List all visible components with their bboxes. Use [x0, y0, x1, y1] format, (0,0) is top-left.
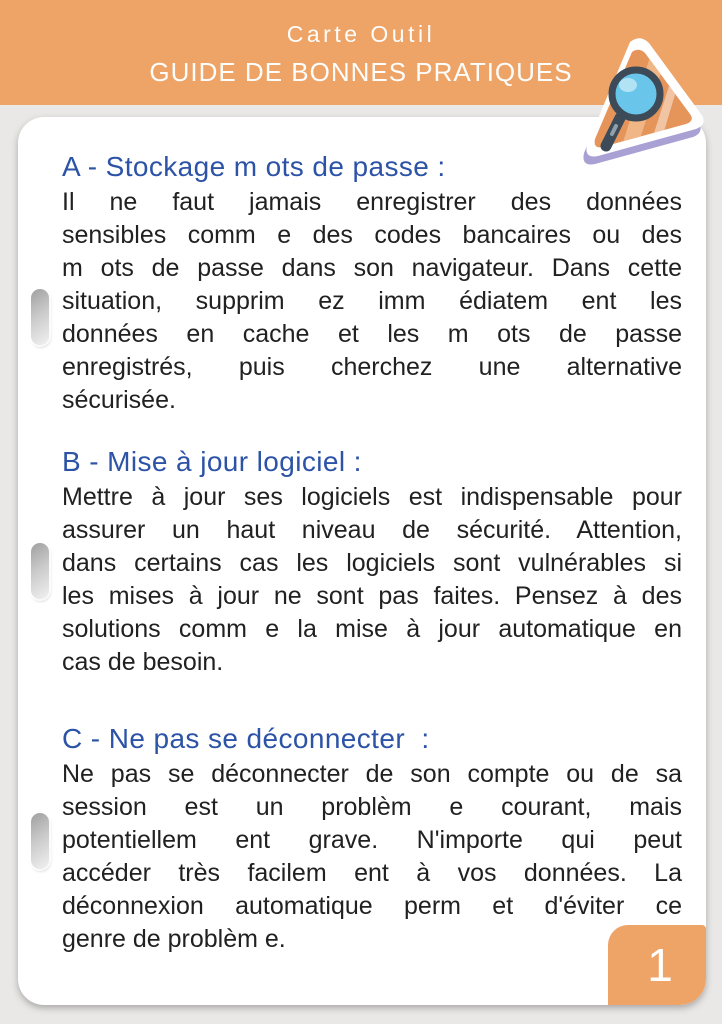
content-card — [18, 117, 706, 1005]
magnifier-triangle-badge — [568, 28, 720, 178]
binder-slot-icon — [31, 289, 49, 345]
text-line: accéder très facilem ent à vos données. La — [62, 859, 682, 887]
text-line: sécurisée. — [62, 386, 176, 414]
text-line: Il ne faut jamais enregistrer des données — [62, 188, 682, 216]
text-line: m ots de passe dans son navigateur. Dans cette — [62, 254, 682, 282]
text-line: sensibles comm e des codes bancaires ou des — [62, 221, 682, 249]
section-a-heading: A - Stockage m ots de passe : — [62, 151, 446, 182]
section-b-body — [62, 481, 682, 679]
text-line: cas de besoin. — [62, 648, 224, 676]
binder-slot-icon — [31, 813, 49, 869]
section-b-heading: B - Mise à jour logiciel : — [62, 446, 362, 477]
section-password-storage — [62, 150, 682, 417]
text-line: dans certains cas les logiciels sont vulnérables si — [62, 549, 682, 577]
text-line: genre de problèm e. — [62, 925, 286, 953]
text-line: Mettre à jour ses logiciels est indispensable pour — [62, 483, 682, 511]
text-line: assurer un haut niveau de sécurité. Attention, — [62, 516, 682, 544]
section-software-update — [62, 445, 682, 679]
text-line: enregistrés, puis cherchez une alternative — [62, 353, 682, 381]
text-line: potentiellem ent grave. N'importe qui peut — [62, 826, 682, 854]
text-line: session est un problèm e courant, mais — [62, 793, 682, 821]
card-kicker: Carte Outil — [286, 21, 436, 47]
binder-slot-icon — [31, 543, 49, 599]
text-line: déconnexion automatique perm et d'éviter ce — [62, 892, 682, 920]
page-title: GUIDE DE BONNES PRATIQUES — [149, 57, 573, 87]
section-a-body — [62, 186, 682, 417]
text-line: les mises à jour ne sont pas faites. Pensez à des — [62, 582, 682, 610]
page-number: 1 — [647, 939, 673, 991]
page-number-badge — [608, 925, 706, 1005]
text-line: données en cache et les m ots de passe — [62, 320, 682, 348]
text-line: Ne pas se déconnecter de son compte ou de sa — [62, 760, 682, 788]
section-logout — [62, 722, 682, 956]
section-c-body — [62, 758, 682, 956]
text-line: solutions comm e la mise à jour automatique en — [62, 615, 682, 643]
section-c-heading: C - Ne pas se déconnecter : — [62, 723, 430, 754]
text-line: situation, supprim ez imm édiatem ent les — [62, 287, 682, 315]
